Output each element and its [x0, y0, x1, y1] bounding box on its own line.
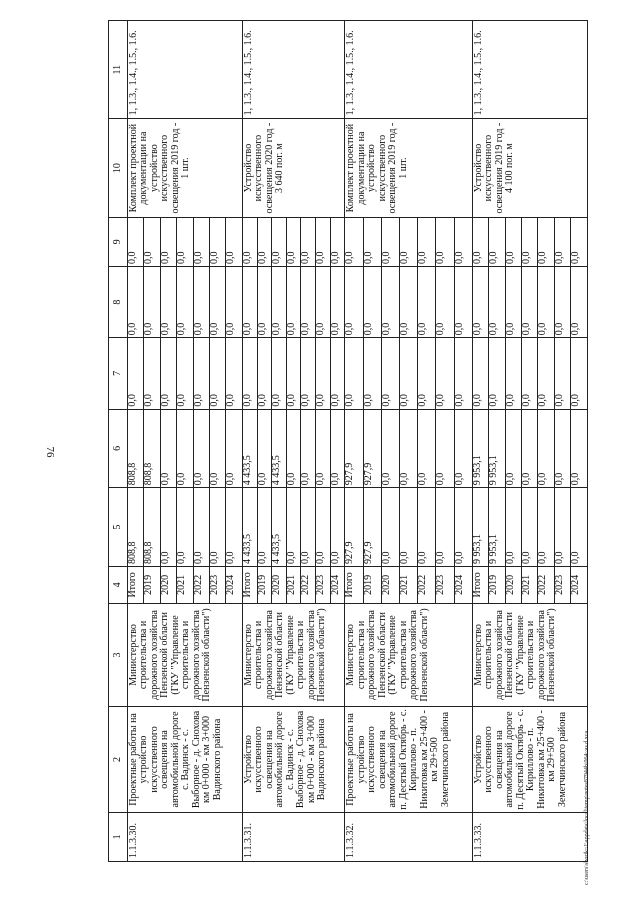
value-cell: 0,0	[177, 338, 193, 409]
year-cell: 2023	[316, 566, 331, 603]
value-cell: 0,0	[286, 338, 301, 409]
value-cell: 0,0	[399, 488, 417, 567]
value-cell: 0,0	[193, 488, 209, 567]
item-executor: Министерство строительства и дорожного хозяйства Пензенской области (ГКУ "Управление строительства и дорожного хозяйства Пензенской области")	[345, 603, 472, 706]
value-cell: 0,0	[127, 338, 143, 409]
year-cell: 2020	[160, 566, 176, 603]
year-cell: 2022	[193, 566, 209, 603]
value-cell: 0,0	[286, 217, 301, 266]
item-code: 1.1.3.30.	[127, 812, 242, 861]
value-cell: 0,0	[345, 217, 363, 266]
header-cell: 8	[109, 266, 128, 337]
value-cell: 0,0	[330, 338, 345, 409]
value-cell: 0,0	[144, 217, 160, 266]
value-cell: 0,0	[209, 266, 225, 337]
value-cell: 0,0	[505, 266, 521, 337]
value-cell: 0,0	[454, 266, 472, 337]
item-indicators: 1, 1.3., 1.4., 1.5., 1.6.	[127, 21, 242, 119]
year-cell: 2020	[381, 566, 399, 603]
table-row	[242, 21, 257, 862]
value-cell: 4 433,5	[272, 409, 287, 488]
value-cell: 0,0	[127, 266, 143, 337]
value-cell: 0,0	[454, 217, 472, 266]
value-cell: 0,0	[330, 217, 345, 266]
item-result: Комплект проектной документации на устройство искусственного освещения 2019 год - 1 шт.	[127, 119, 242, 217]
value-cell: 0,0	[538, 266, 554, 337]
item-executor: Министерство строительства и дорожного хозяйства Пензенской области (ГКУ "Управление строительства и дорожного хозяйства Пензенской области")	[472, 603, 587, 706]
value-cell: 0,0	[257, 409, 272, 488]
year-cell: 2024	[454, 566, 472, 603]
header-cell: 10	[109, 119, 128, 217]
value-cell: 0,0	[489, 217, 505, 266]
year-cell: 2021	[286, 566, 301, 603]
value-cell: 0,0	[127, 217, 143, 266]
header-cell: 4	[109, 566, 128, 603]
value-cell: 0,0	[177, 217, 193, 266]
value-cell: 0,0	[330, 488, 345, 567]
value-cell: 0,0	[272, 338, 287, 409]
value-cell: 0,0	[571, 217, 588, 266]
value-cell: 0,0	[257, 217, 272, 266]
value-cell: 0,0	[272, 217, 287, 266]
value-cell: 0,0	[436, 409, 454, 488]
value-cell: 0,0	[160, 338, 176, 409]
value-cell: 0,0	[209, 409, 225, 488]
item-result: Устройство искусственного освещения 2019 год - 4 100 пог. м	[472, 119, 587, 217]
value-cell: 9 953,1	[489, 409, 505, 488]
value-cell: 0,0	[522, 488, 538, 567]
value-cell: 0,0	[436, 217, 454, 266]
value-cell: 0,0	[209, 488, 225, 567]
value-cell: 0,0	[242, 266, 257, 337]
value-cell: 0,0	[363, 266, 381, 337]
value-cell: 9 953,1	[489, 488, 505, 567]
value-cell: 927,9	[345, 488, 363, 567]
value-cell: 0,0	[418, 488, 436, 567]
value-cell: 0,0	[522, 266, 538, 337]
value-cell: 0,0	[522, 217, 538, 266]
value-cell: 0,0	[226, 488, 242, 567]
value-cell: 0,0	[381, 217, 399, 266]
value-cell: 0,0	[301, 217, 316, 266]
value-cell: 0,0	[316, 217, 331, 266]
year-cell: Итого	[472, 566, 488, 603]
year-cell: 2024	[330, 566, 345, 603]
value-cell: 0,0	[538, 409, 554, 488]
value-cell: 0,0	[160, 217, 176, 266]
year-cell: 2019	[489, 566, 505, 603]
value-cell: 808,8	[127, 488, 143, 567]
value-cell: 0,0	[226, 338, 242, 409]
value-cell: 0,0	[489, 338, 505, 409]
value-cell: 0,0	[193, 338, 209, 409]
value-cell: 0,0	[257, 338, 272, 409]
year-cell: 2019	[257, 566, 272, 603]
value-cell: 0,0	[209, 338, 225, 409]
value-cell: 0,0	[399, 266, 417, 337]
value-cell: 0,0	[454, 488, 472, 567]
value-cell: 0,0	[554, 217, 570, 266]
value-cell: 0,0	[177, 488, 193, 567]
value-cell: 0,0	[454, 409, 472, 488]
item-indicators: 1, 1.3., 1.4., 1.5., 1.6.	[345, 21, 472, 119]
value-cell: 0,0	[538, 488, 554, 567]
value-cell: 808,8	[127, 409, 143, 488]
value-cell: 0,0	[436, 488, 454, 567]
value-cell: 0,0	[301, 266, 316, 337]
value-cell: 0,0	[571, 488, 588, 567]
item-code: 1.1.3.32.	[345, 812, 472, 861]
table-row	[127, 21, 143, 862]
year-cell: Итого	[242, 566, 257, 603]
value-cell: 0,0	[301, 488, 316, 567]
year-cell: Итого	[127, 566, 143, 603]
value-cell: 0,0	[538, 338, 554, 409]
year-cell: 2023	[436, 566, 454, 603]
value-cell: 0,0	[345, 266, 363, 337]
item-indicators: 1, 1.3., 1.4., 1.5., 1.6.	[472, 21, 587, 119]
value-cell: 0,0	[286, 488, 301, 567]
value-cell: 0,0	[571, 266, 588, 337]
value-cell: 0,0	[436, 338, 454, 409]
value-cell: 4 433,5	[242, 409, 257, 488]
value-cell: 0,0	[399, 338, 417, 409]
value-cell: 0,0	[505, 338, 521, 409]
value-cell: 0,0	[177, 266, 193, 337]
value-cell: 0,0	[193, 266, 209, 337]
value-cell: 0,0	[418, 409, 436, 488]
year-cell: 2019	[363, 566, 381, 603]
value-cell: 927,9	[363, 488, 381, 567]
value-cell: 0,0	[571, 338, 588, 409]
table-row	[472, 21, 488, 862]
value-cell: 0,0	[316, 338, 331, 409]
value-cell: 0,0	[554, 409, 570, 488]
value-cell: 0,0	[505, 217, 521, 266]
header-cell: 11	[109, 21, 128, 119]
value-cell: 0,0	[193, 409, 209, 488]
header-cell: 6	[109, 409, 128, 488]
value-cell: 808,8	[144, 488, 160, 567]
program-table	[108, 20, 588, 862]
header-cell: 1	[109, 812, 128, 861]
program-table-rotated	[108, 20, 588, 862]
header-cell: 2	[109, 707, 128, 813]
year-cell: 2020	[272, 566, 287, 603]
value-cell: 9 953,1	[472, 409, 488, 488]
value-cell: 0,0	[538, 217, 554, 266]
year-cell: 2023	[209, 566, 225, 603]
header-cell: 5	[109, 488, 128, 567]
item-result: Комплект проектной документации на устройство искусственного освещения 2019 год - 1 шт.	[345, 119, 472, 217]
value-cell: 0,0	[257, 488, 272, 567]
value-cell: 0,0	[160, 409, 176, 488]
value-cell: 0,0	[363, 338, 381, 409]
value-cell: 0,0	[381, 266, 399, 337]
value-cell: 0,0	[489, 266, 505, 337]
value-cell: 0,0	[286, 409, 301, 488]
value-cell: 0,0	[301, 409, 316, 488]
item-name: Устройство искусственного освещения на автомобильной дороге п. Десятый Октябрь - с. Кириллово - п. Никитовка км 25+400 - км 29+500 Земетчинского района	[472, 707, 587, 813]
value-cell: 0,0	[316, 266, 331, 337]
value-cell: 0,0	[257, 266, 272, 337]
value-cell: 0,0	[177, 409, 193, 488]
value-cell: 0,0	[418, 217, 436, 266]
year-cell: 2019	[144, 566, 160, 603]
value-cell: 927,9	[345, 409, 363, 488]
page-number: 76	[44, 446, 56, 458]
value-cell: 0,0	[418, 338, 436, 409]
value-cell: 0,0	[399, 217, 417, 266]
value-cell: 0,0	[226, 409, 242, 488]
year-cell: 2024	[226, 566, 242, 603]
value-cell: 0,0	[301, 338, 316, 409]
value-cell: 0,0	[209, 217, 225, 266]
year-cell: 2021	[522, 566, 538, 603]
value-cell: 0,0	[363, 217, 381, 266]
value-cell: 0,0	[144, 266, 160, 337]
value-cell: 0,0	[505, 409, 521, 488]
value-cell: 0,0	[272, 266, 287, 337]
value-cell: 0,0	[316, 488, 331, 567]
item-name: Проектные работы на устройство искусственного освещения на автомобильной дороге с. Вадинск - с. Выборное - д. Снохова км 0+000 - км 3+000 Вадинского района	[127, 707, 242, 813]
item-name: Проектные работы на устройство искусственного освещения на автомобильной дороге п. Десятый Октябрь - с. Кириллово - п. Никитовка км 25+400 - км 29+500 Земетчинского района	[345, 707, 472, 813]
year-cell: 2022	[538, 566, 554, 603]
value-cell: 4 433,5	[242, 488, 257, 567]
header-cell: 9	[109, 217, 128, 266]
value-cell: 0,0	[160, 266, 176, 337]
value-cell: 9 953,1	[472, 488, 488, 567]
value-cell: 927,9	[363, 409, 381, 488]
value-cell: 0,0	[330, 266, 345, 337]
value-cell: 0,0	[472, 266, 488, 337]
value-cell: 0,0	[226, 266, 242, 337]
year-cell: 2024	[571, 566, 588, 603]
value-cell: 0,0	[226, 217, 242, 266]
value-cell: 0,0	[505, 488, 521, 567]
value-cell: 0,0	[554, 266, 570, 337]
value-cell: 0,0	[193, 217, 209, 266]
value-cell: 0,0	[522, 409, 538, 488]
value-cell: 0,0	[472, 338, 488, 409]
table-row	[345, 21, 363, 862]
header-row	[109, 21, 128, 862]
value-cell: 808,8	[144, 409, 160, 488]
year-cell: 2021	[399, 566, 417, 603]
value-cell: 0,0	[554, 488, 570, 567]
footer-file-path-text: c:\users\sborik~1\appdata\local\temp\notes87944b\064~as.d.xca	[584, 730, 590, 885]
value-cell: 0,0	[242, 338, 257, 409]
value-cell: 0,0	[472, 217, 488, 266]
item-code: 1.1.3.31.	[242, 812, 345, 861]
year-cell: 2022	[418, 566, 436, 603]
item-name: Устройство искусственного освещения на автомобильной дороге с. Вадинск - с. Выборное - д. Снохова км 0+000 - км 3+000 Вадинского района	[242, 707, 345, 813]
value-cell: 0,0	[454, 338, 472, 409]
value-cell: 0,0	[436, 266, 454, 337]
item-result: Устройство искусственного освещения 2020 год - 3 640 пог. м	[242, 119, 345, 217]
item-code: 1.1.3.33.	[472, 812, 587, 861]
item-executor: Министерство строительства и дорожного хозяйства Пензенской области (ГКУ "Управление строительства и дорожного хозяйства Пензенской области")	[127, 603, 242, 706]
value-cell: 0,0	[160, 488, 176, 567]
value-cell: 0,0	[381, 338, 399, 409]
value-cell: 0,0	[144, 338, 160, 409]
header-cell: 7	[109, 338, 128, 409]
value-cell: 0,0	[381, 488, 399, 567]
value-cell: 0,0	[522, 338, 538, 409]
value-cell: 0,0	[286, 266, 301, 337]
year-cell: Итого	[345, 566, 363, 603]
value-cell: 0,0	[418, 266, 436, 337]
value-cell: 0,0	[399, 409, 417, 488]
header-cell: 3	[109, 603, 128, 706]
value-cell: 0,0	[242, 217, 257, 266]
year-cell: 2021	[177, 566, 193, 603]
year-cell: 2023	[554, 566, 570, 603]
value-cell: 0,0	[316, 409, 331, 488]
value-cell: 0,0	[381, 409, 399, 488]
year-cell: 2020	[505, 566, 521, 603]
value-cell: 0,0	[345, 338, 363, 409]
value-cell: 0,0	[571, 409, 588, 488]
value-cell: 0,0	[554, 338, 570, 409]
year-cell: 2022	[301, 566, 316, 603]
value-cell: 0,0	[330, 409, 345, 488]
value-cell: 4 433,5	[272, 488, 287, 567]
item-executor: Министерство строительства и дорожного хозяйства Пензенской области (ГКУ "Управление строительства и дорожного хозяйства Пензенской области")	[242, 603, 345, 706]
item-indicators: 1, 1.3., 1.4., 1.5., 1.6.	[242, 21, 345, 119]
